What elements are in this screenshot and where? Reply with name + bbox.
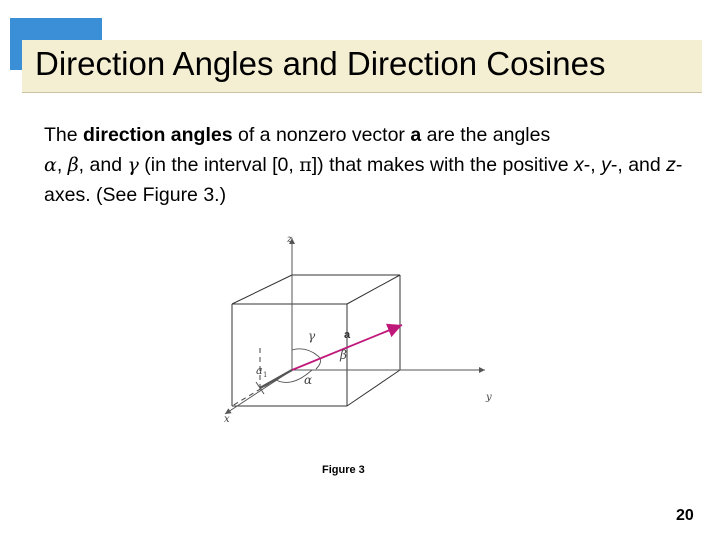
body-text-part: are the angles — [421, 124, 551, 146]
body-text-part: , — [56, 154, 68, 176]
z-italic: z — [666, 154, 676, 176]
body-paragraph — [44, 120, 684, 210]
body-text-part: ]) that makes with the positive — [311, 154, 575, 176]
beta-label: β — [340, 348, 347, 362]
x-italic: x — [574, 154, 584, 176]
y-italic: y — [601, 154, 611, 176]
x-axis-label: x — [224, 414, 230, 425]
term-direction-angles: direction angles — [83, 124, 233, 146]
vector-a-label: a — [344, 329, 351, 341]
alpha-symbol: α — [44, 154, 57, 176]
gamma-arc — [292, 349, 318, 356]
a1-tick — [256, 382, 264, 394]
body-text-part: (in the interval [0, — [138, 154, 300, 176]
hidden-edges — [232, 348, 400, 406]
page-number: 20 — [676, 507, 694, 524]
figure-caption: Figure 3 — [322, 464, 365, 476]
axes — [225, 238, 485, 414]
z-axis-label: z — [287, 234, 293, 245]
gamma-symbol: γ — [127, 154, 139, 176]
body-text-part: of a nonzero vector — [232, 124, 411, 146]
gamma-label: γ — [308, 329, 316, 343]
box-edge — [347, 370, 400, 406]
box-edge — [347, 275, 400, 304]
box-edges — [232, 275, 400, 406]
body-text-part: -, — [583, 154, 602, 176]
alpha-label: α — [304, 373, 313, 387]
body-text-part: -, and — [610, 154, 667, 176]
slide-title: Direction Angles and Direction Cosines — [35, 45, 606, 82]
vector-a-symbol: a — [410, 124, 422, 146]
body-text-part: , and — [78, 154, 128, 176]
direction-angles-figure — [220, 228, 510, 438]
y-axis-label: y — [486, 392, 492, 403]
a1-subscript: 1 — [263, 371, 268, 379]
box-edge — [232, 275, 292, 304]
angle-arcs — [276, 349, 321, 383]
a1-label: a — [256, 364, 263, 377]
body-text-part: -axes. (See Figure 3.) — [44, 154, 683, 206]
body-text-part: The — [44, 124, 84, 146]
beta-symbol: β — [67, 154, 79, 176]
pi-symbol: π — [299, 154, 312, 176]
